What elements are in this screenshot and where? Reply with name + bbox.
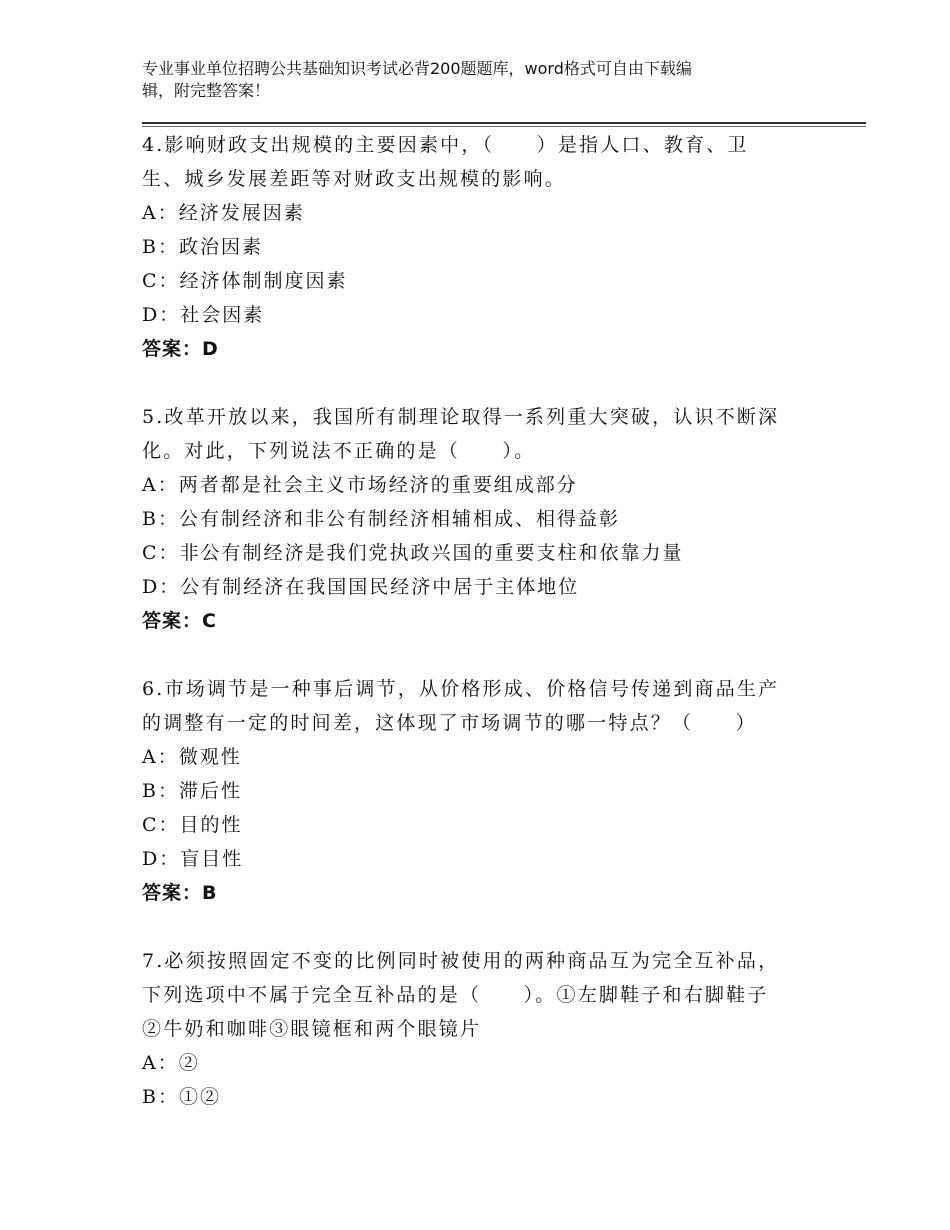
question-5-line-1: 5.改革开放以来，我国所有制理论取得一系列重大突破，认识不断深: [142, 406, 780, 428]
question-list: [142, 128, 812, 1114]
question-6-text: [142, 672, 812, 740]
question-7-line-1: 7.必须按照固定不变的比例同时被使用的两种商品互为完全互补品，: [142, 950, 780, 972]
question-6-line-1: 6.市场调节是一种事后调节，从价格形成、价格信号传递到商品生产: [142, 678, 780, 700]
question-4-answer: 答案：D: [142, 338, 219, 360]
question-6: [142, 672, 812, 910]
header-rule-thin: [142, 126, 866, 127]
question-6-line-2: 的调整有一定的时间差，这体现了市场调节的哪一特点？（ ）: [142, 712, 757, 734]
question-7-text: [142, 944, 812, 1046]
question-6-answer: 答案：B: [142, 882, 218, 904]
page-header: [142, 58, 802, 102]
question-5-answer: 答案：C: [142, 610, 217, 632]
question-7-line-2: 下列选项中不属于完全互补品的是（ ）。①左脚鞋子和右脚鞋子: [142, 984, 769, 1006]
question-4-text: [142, 128, 812, 196]
question-7-line-3: ②牛奶和咖啡③眼镜框和两个眼镜片: [142, 1018, 482, 1040]
question-5-text: [142, 400, 812, 468]
question-5-option-c: C：非公有制经济是我们党执政兴国的重要支柱和依靠力量: [142, 542, 684, 564]
question-4: [142, 128, 812, 366]
question-6-option-b: B：滞后性: [142, 780, 242, 802]
question-4-option-d: D：社会因素: [142, 304, 265, 326]
question-6-option-c: C：目的性: [142, 814, 243, 836]
question-5-option-b: B：公有制经济和非公有制经济相辅相成、相得益彰: [142, 508, 620, 530]
question-5: [142, 400, 812, 638]
question-5-option-a: A：两者都是社会主义市场经济的重要组成部分: [142, 474, 578, 496]
question-7-option-a: A：②: [142, 1052, 200, 1074]
question-6-option-d: D：盲目性: [142, 848, 244, 870]
question-4-option-b: B：政治因素: [142, 236, 263, 258]
question-5-option-d: D：公有制经济在我国国民经济中居于主体地位: [142, 576, 580, 598]
question-7-option-b: B：①②: [142, 1086, 221, 1108]
header-rule-thick: [142, 122, 866, 124]
question-6-option-a: A：微观性: [142, 746, 242, 768]
question-4-line-1: 4.影响财政支出规模的主要因素中，（ ）是指人口、教育、卫: [142, 134, 749, 156]
header-line-1: 专业事业单位招聘公共基础知识考试必背200题题库，word格式可自由下载编: [142, 59, 692, 78]
question-4-option-c: C：经济体制制度因素: [142, 270, 348, 292]
question-5-line-2: 化。对此，下列说法不正确的是（ ）。: [142, 440, 536, 462]
question-4-option-a: A：经济发展因素: [142, 202, 305, 224]
header-line-2: 辑，附完整答案！: [142, 81, 271, 100]
question-4-line-2: 生、城乡发展差距等对财政支出规模的影响。: [142, 168, 567, 190]
question-7: [142, 944, 812, 1114]
